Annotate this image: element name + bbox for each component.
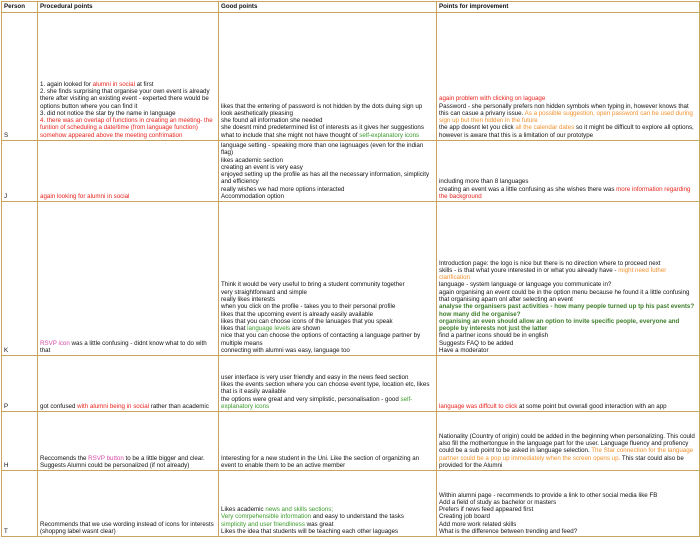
good-points-cell: [219, 13, 437, 141]
text-fragment: Suggests FAQ to be added: [439, 339, 514, 347]
person-cell: K: [2, 202, 38, 356]
text-fragment: 4. there was an overlap of functions in creating an meeting- the funtion of scheduling a date/time (from language function) somehow appeared above the meeting confrimation: [40, 117, 213, 139]
text-fragment: connecting with alumni was easy, language too: [221, 347, 350, 355]
cell-line: [221, 311, 434, 318]
text-fragment: RSVP icon: [40, 339, 70, 347]
text-fragment: Add a field of study as bachelor or masters: [439, 498, 557, 506]
text-fragment: the options were great and very simplistic, personalisation - good: [221, 395, 401, 403]
text-fragment: find a partner icons should be in english: [439, 332, 549, 340]
text-fragment: likes that the entering of password is not hidden by the dots duing sign up: [221, 102, 423, 110]
text-fragment: was a little confusing - didnt know what to do with that: [40, 339, 207, 355]
text-fragment: simplicity and user friendliness: [221, 520, 305, 528]
text-fragment: analyse the organisers past activities - how many people turned up tp his past events? how many did he organise?: [439, 303, 695, 318]
header-row: [2, 2, 700, 13]
text-fragment: Have a moderator: [439, 347, 489, 355]
text-fragment: likes the events section where you can choose event type, location etc, likes that is it easily available: [221, 381, 430, 396]
cell-line: [221, 164, 434, 171]
text-fragment: likes academic section: [221, 156, 283, 164]
text-fragment: really likes interests: [221, 296, 275, 303]
cell-line: [439, 499, 697, 506]
text-fragment: language was diffcult to click: [439, 403, 518, 411]
table-row: [2, 356, 700, 412]
procedural-points-cell: [38, 412, 219, 471]
cell-line: [439, 260, 697, 267]
text-fragment: 3. did not notice the star by the name in language: [40, 109, 176, 117]
text-fragment: news and skills sections;: [265, 506, 334, 514]
cell-line: [221, 186, 434, 193]
text-fragment: language levels: [247, 325, 291, 333]
good-points-cell: [219, 141, 437, 202]
good-points-cell: [219, 202, 437, 356]
person-cell: T: [2, 471, 38, 537]
text-fragment: creating an event was a little confusing as she wishes there was: [439, 185, 617, 193]
improvement-points-cell: [437, 471, 700, 537]
procedural-points-cell: [38, 141, 219, 202]
text-fragment: alumni in social: [92, 80, 135, 88]
text-fragment: again looking for alumni in social: [40, 193, 130, 201]
text-fragment: all the calendar dates: [515, 124, 575, 132]
cell-line: [221, 347, 434, 354]
header-good-points: Good points: [219, 2, 437, 13]
cell-line: [40, 110, 216, 117]
text-fragment: 1. again looked for: [40, 80, 93, 88]
person-cell: H: [2, 412, 38, 471]
text-fragment: Introduction page: the logo is nice but there is no direction where to proceed next: [439, 259, 661, 267]
cell-line: [221, 124, 434, 139]
text-fragment: The Star connection for the language partner could be a pop up immediately when the screen opens up.: [439, 447, 694, 462]
cell-line: [439, 403, 697, 410]
text-fragment: very straightforward and simple: [221, 288, 307, 296]
header-procedural-points: Procedural points: [38, 2, 219, 13]
text-fragment: the app doesnt let you click: [439, 124, 516, 132]
cell-line: [40, 403, 216, 410]
text-fragment: likes that: [221, 325, 248, 333]
cell-line: [439, 186, 697, 201]
text-fragment: likes that the upcoming event is already easily available: [221, 310, 374, 318]
text-fragment: Add more work related skills: [439, 520, 517, 528]
table-row: [2, 141, 700, 202]
cell-line: [439, 340, 697, 347]
table-row: [2, 202, 700, 356]
cell-line: [439, 281, 697, 288]
text-fragment: so it might be difficult to explore all options, however is aware that this is a limitation of our prototype: [439, 124, 694, 139]
good-points-cell: [219, 412, 437, 471]
cell-line: [221, 296, 434, 303]
cell-line: [221, 332, 434, 347]
text-fragment: Creating job board: [439, 513, 490, 521]
cell-line: [221, 455, 434, 470]
cell-line: [221, 117, 434, 124]
cell-line: [221, 193, 434, 200]
text-fragment: language - system language or language you communicate in?: [439, 281, 612, 289]
cell-line: [221, 381, 434, 396]
header-person: Person: [2, 2, 38, 13]
cell-line: [40, 117, 216, 139]
cell-line: [40, 88, 216, 110]
table-row: [2, 412, 700, 471]
cell-line: [221, 289, 434, 296]
text-fragment: was great: [304, 520, 334, 528]
cell-line: [439, 103, 697, 125]
cell-line: [221, 142, 434, 157]
cell-line: [221, 103, 434, 110]
cell-line: [221, 303, 434, 310]
good-points-cell: [219, 471, 437, 537]
cell-line: [439, 318, 697, 333]
text-fragment: As a possible suggestion, open password can be used during sign up but then hidden in the future: [439, 109, 693, 125]
person-cell: P: [2, 356, 38, 412]
cell-line: [221, 374, 434, 381]
improvement-points-cell: [437, 412, 700, 471]
text-fragment: 2. she finds surprising that organise your own event is already there after visiting an existing event - experted there would be options button where you can find it: [40, 87, 210, 110]
text-fragment: got confused: [40, 403, 78, 411]
text-fragment: This star could also be provided for the Alumni: [439, 454, 684, 470]
improvement-points-cell: [437, 356, 700, 412]
cell-line: [439, 506, 697, 513]
text-fragment: organising an even should allow an option to invite specific people, everyone and people by interests not just the latter: [439, 317, 680, 333]
cell-line: [221, 318, 434, 325]
cell-line: [439, 267, 697, 282]
text-fragment: she doesnt mind predetermined list of interests as it gives her suggestions what to include that she might not have thought of: [221, 124, 424, 139]
cell-line: [439, 513, 697, 520]
cell-line: [221, 396, 434, 411]
text-fragment: at first: [134, 80, 154, 88]
procedural-points-cell: [38, 13, 219, 141]
procedural-points-cell: [38, 471, 219, 537]
cell-line: [40, 340, 216, 355]
text-fragment: again problem with clicking on laguage: [439, 95, 546, 103]
text-fragment: including more than 8 languages: [439, 178, 529, 186]
cell-line: [439, 289, 697, 304]
text-fragment: look aesthetically pleasing: [221, 109, 293, 117]
text-fragment: RSVP button: [88, 454, 124, 462]
improvement-points-cell: [437, 13, 700, 141]
text-fragment: skills - is that what youre interested in or what you already have -: [439, 266, 619, 274]
cell-line: [221, 157, 434, 164]
text-fragment: user interface is very user friendly and easy in the news feed section: [221, 373, 409, 381]
text-fragment: Very comrpehensible information: [221, 513, 312, 521]
text-fragment: she found all information she needed: [221, 117, 323, 125]
text-fragment: again organising an event could be in the option menu because he found it a little confusing that organising aparn onl after selecting an event: [439, 288, 690, 303]
text-fragment: rather than academic: [149, 403, 209, 411]
procedural-points-cell: [38, 202, 219, 356]
text-fragment: might need futher clarification: [439, 266, 667, 282]
cell-line: [40, 81, 216, 88]
cell-line: [221, 281, 434, 288]
cell-line: [439, 178, 697, 185]
feedback-table: [1, 1, 700, 537]
cell-line: [40, 455, 216, 470]
cell-line: [439, 433, 697, 469]
text-fragment: when you click on the profile - takes you to their personal profile: [221, 303, 396, 311]
text-fragment: with alumni being in social: [77, 403, 150, 411]
text-fragment: really wishes we had more options interacted: [221, 185, 345, 193]
cell-line: [439, 521, 697, 528]
text-fragment: to be a little bigger and clear. Suggests Alumni could be personalized (if not already): [40, 454, 205, 470]
good-points-cell: [219, 356, 437, 412]
text-fragment: Prefers if news feed appeared first: [439, 506, 534, 514]
cell-line: [40, 193, 216, 200]
cell-line: [439, 303, 697, 318]
text-fragment: likes that you can choose icons of the lanuages that you speak: [221, 317, 393, 325]
text-fragment: Likes academic: [221, 506, 266, 514]
cell-line: [439, 95, 697, 102]
cell-line: [40, 521, 216, 536]
text-fragment: Interesting for a new student in the Uni. Like the section of organizing an event to enable them to be an active member: [221, 454, 420, 470]
text-fragment: nice that you can choose the options of contacting a language partner by multiple means: [221, 332, 421, 347]
text-fragment: creating an event is very easy: [221, 163, 303, 171]
text-fragment: language setting - speaking more than one lagnuages (even for the indian flag): [221, 142, 424, 157]
cell-line: [439, 124, 697, 139]
person-cell: J: [2, 141, 38, 202]
cell-line: [439, 492, 697, 499]
text-fragment: self-explanatory icons: [221, 395, 413, 411]
cell-line: [439, 347, 697, 354]
text-fragment: Within alumni page - recommends to provide a link to other social media like FB: [439, 491, 658, 499]
text-fragment: self-explanatory icons: [359, 131, 420, 139]
text-fragment: Reccomends the: [40, 454, 89, 462]
text-fragment: Password - she personally prefers non hidden symbols when typing in, however knows that this can casue a privany issue.: [439, 102, 689, 117]
cell-line: [221, 325, 434, 332]
text-fragment: What is the difference between trending and feed?: [439, 528, 578, 536]
text-fragment: are shown: [290, 325, 321, 333]
text-fragment: more information regarding the background: [439, 185, 691, 201]
cell-line: [221, 506, 434, 513]
cell-line: [221, 513, 434, 520]
cell-line: [221, 528, 434, 535]
text-fragment: and easy to understand the tasks: [311, 513, 404, 521]
cell-line: [221, 171, 434, 186]
table-row: [2, 13, 700, 141]
text-fragment: enjoyed setting up the profile as has all the necessary information, simplicity and efficiency: [221, 171, 430, 186]
text-fragment: Recommends that we use wording instead of icons for interests (shoppng label wasnt clear): [40, 520, 214, 536]
text-fragment: Accommodation option: [221, 193, 284, 201]
cell-line: [221, 521, 434, 528]
text-fragment: Likes the idea that students will be teaching each other laguages: [221, 528, 399, 536]
table-row: [2, 471, 700, 537]
cell-line: [439, 332, 697, 339]
cell-line: [221, 110, 434, 117]
improvement-points-cell: [437, 141, 700, 202]
person-cell: S: [2, 13, 38, 141]
procedural-points-cell: [38, 356, 219, 412]
text-fragment: at some point but ovwrall good interaction with an app: [517, 403, 667, 411]
improvement-points-cell: [437, 202, 700, 356]
cell-line: [439, 528, 697, 535]
text-fragment: Nationality (Country of origin) could be added in the beginning when personalizing. This could also fill the mothertongue in the language part for the user. Language fluency and profiency could be a sub point to be asked in language selection.: [439, 432, 695, 455]
text-fragment: Think it would be very useful to bring a student community together: [221, 281, 405, 289]
header-points-for-improvement: Points for improvement: [437, 2, 700, 13]
